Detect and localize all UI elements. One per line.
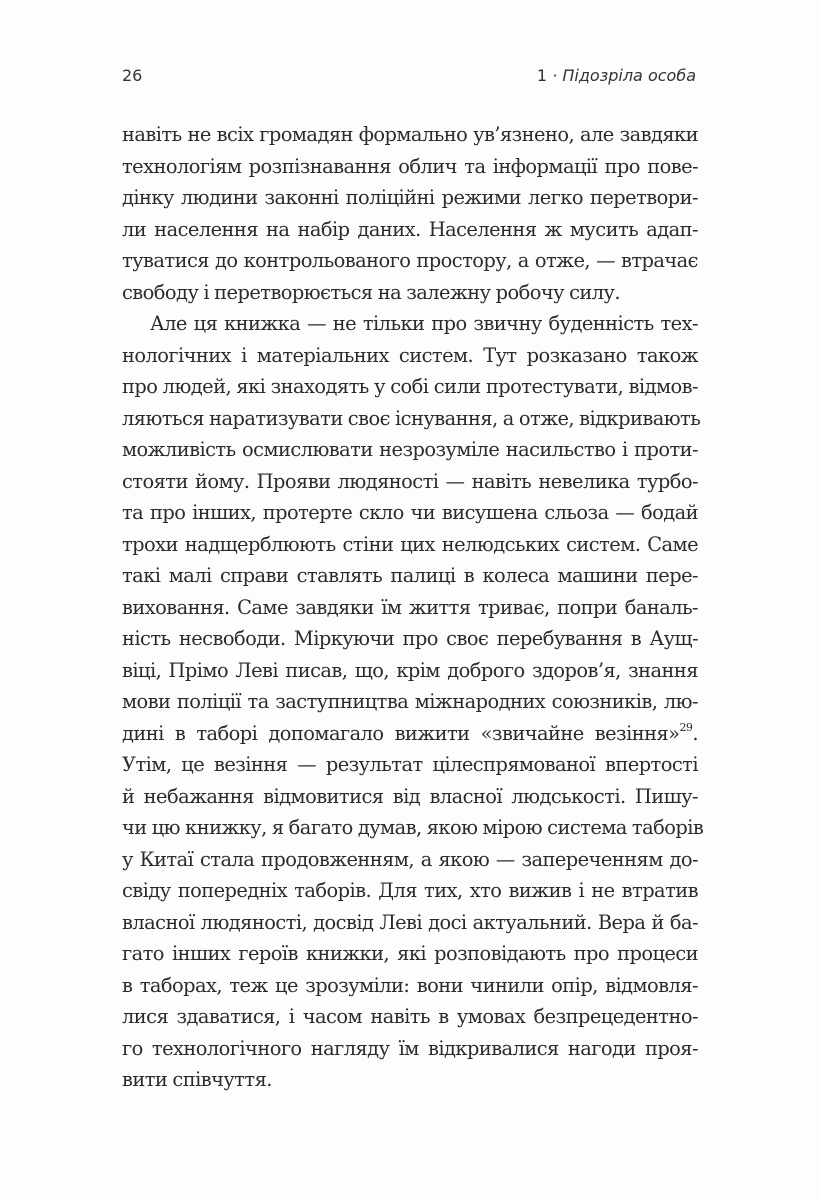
chapter-heading [537,66,696,85]
text-line: технологіям розпізнавання облич та інформації про пове- [122,154,698,178]
text-line: віці, Прімо Леві писав, що, крім доброго здоров’я, знання [122,658,698,682]
text-line: про людей, які знаходять у собі сили протестувати, відмов- [122,375,698,398]
text-line: лися здаватися, і часом навіть в умовах безпрецедентно- [122,1005,698,1028]
text-line: чи цю книжку, я багато думав, якою мірою система таборів [122,816,704,839]
body-text [122,119,704,1096]
text-line: мови поліції та заступництва міжнародних союзників, лю- [122,690,698,713]
running-head [122,66,696,85]
text-segment: дині в таборі допомагало вижити «звичайне везіння» [122,721,680,745]
text-line: Але ця книжка — не тільки про звичну буденність тех- [150,312,698,335]
text-line: навіть не всіх громадян формально ув’язнено, але завдяки [122,123,698,146]
text-line: й небажання відмовитися від власної людськості. Пишу- [122,784,698,808]
page-number: 26 [122,66,143,85]
text-line: Утім, це везіння — результат цілеспрямованої впертості [122,753,698,776]
text-line: виховання. Саме завдяки їм життя триває, попри баналь- [122,595,698,619]
text-line: такі малі справи ставлять палиці в колеса машини пере- [122,564,698,587]
text-line-with-footnote [122,718,698,750]
text-line: свіду попередніх таборів. Для тих, хто вижив і не втратив [122,879,698,902]
text-line: гато інших героїв книжки, які розповідають про процеси [122,942,698,965]
text-line: нологічних і матеріальних систем. Тут розказано також [122,343,698,367]
text-line: в таборах, теж це зрозуміли: вони чинили опір, відмовля- [122,973,698,997]
separator-dot: · [552,66,558,85]
chapter-title: Підозріла особа [562,66,696,85]
text-line: та про інших, протерте скло чи висушена сльоза — бодай [122,501,698,524]
text-line: туватися до контрольованого простору, а отже, — втрачає [122,249,698,272]
text-line: стояти йому. Прояви людяності — навіть невелика турбо- [122,469,698,493]
text-line: го технологічного нагляду їм відкривалися нагоди проя- [122,1036,698,1060]
text-line: у Китаї стала продовженням, а якою — запереченням до- [122,847,698,871]
text-line: свободу і перетворюється на залежну робочу силу. [122,280,620,304]
text-line: ність несвободи. Міркуючи про своє перебування в Аущ- [122,627,698,650]
text-line: можливість осмислювати незрозуміле насильство і проти- [122,438,698,461]
chapter-number: 1 [536,66,548,85]
footnote-marker[interactable]: 29 [679,720,693,734]
text-line: ли населення на набір даних. Населення ж мусить адап- [122,217,698,241]
text-line: ляються наратизувати своє існування, а отже, відкривають [122,406,701,430]
text-line: трохи надщерблюють стіни цих нелюдських систем. Саме [122,532,698,556]
text-line: власної людяності, досвід Леві досі актуальний. Вера й ба- [122,910,698,934]
text-segment: . [692,721,698,745]
text-line: вити співчуття. [122,1068,272,1091]
text-line: дінку людини законні поліційні режими легко перетвори- [122,186,698,209]
